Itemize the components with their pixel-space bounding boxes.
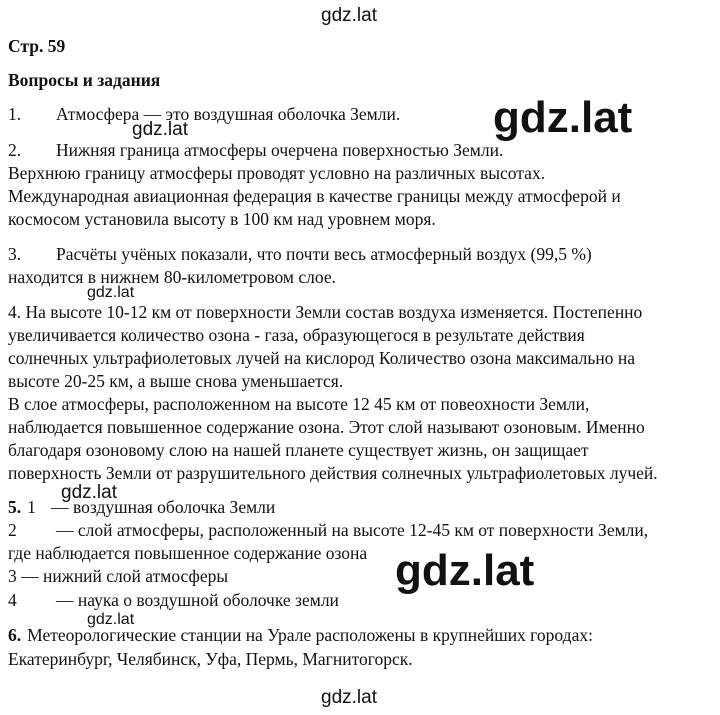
answer-text: Атмосфера — это воздушная оболочка Земли. bbox=[56, 104, 401, 124]
answer-5-item-1 bbox=[8, 496, 275, 518]
answer-1 bbox=[8, 103, 400, 125]
answer-line: Екатеринбург, Челябинск, Уфа, Пермь, Магнитогорск. bbox=[8, 649, 413, 669]
answer-line: где наблюдается повышенное содержание озона bbox=[8, 543, 368, 563]
page-header: Стр. 59 bbox=[8, 36, 66, 56]
watermark-small: gdz.lat bbox=[61, 482, 117, 503]
answer-number: 2. bbox=[8, 140, 22, 160]
watermark-small: gdz.lat bbox=[87, 284, 135, 301]
answer-text: Нижняя граница атмосферы очерчена поверхностью Земли. bbox=[56, 140, 504, 160]
answer-line: солнечных ультрафиолетовых лучей на кислород Количество озона максимально на bbox=[8, 348, 635, 368]
answer-line: высоте 20-25 км, а выше снова уменьшается. bbox=[8, 371, 344, 391]
answer-line: наблюдается повышенное содержание озона. Этот слой называют озоновым. Именно bbox=[8, 417, 645, 437]
answer-line: благодаря озоновому слою на нашей планете существует жизнь, он защищает bbox=[8, 440, 589, 460]
answer-4: 4. На высоте 10-12 км от поверхности Земли состав воздуха изменяется. Постепенно bbox=[8, 302, 643, 322]
answer-line: Международная авиационная федерация в качестве границы между атмосферой и bbox=[8, 186, 621, 206]
item-text: — слой атмосферы, расположенный на высоте 12-45 км от поверхности Земли, bbox=[56, 520, 649, 540]
answer-line: космосом установила высоту в 100 км над уровнем моря. bbox=[8, 209, 436, 229]
watermark-large: gdz.lat bbox=[395, 546, 535, 595]
answer-line: находится в нижнем 80-километровом слое. bbox=[8, 267, 336, 287]
answer-number: 5. bbox=[8, 497, 22, 517]
watermark-small: gdz.lat bbox=[132, 119, 188, 140]
answer-number: 6. bbox=[8, 625, 22, 645]
item-text: — воздушная оболочка Земли bbox=[51, 497, 276, 517]
section-title: Вопросы и задания bbox=[8, 70, 161, 90]
answer-5-item-2 bbox=[8, 519, 648, 541]
answer-line: увеличивается количество озона - газа, образующегося в результате действия bbox=[8, 325, 585, 345]
answer-text: Расчёты учёных показали, что почти весь атмосферный воздух (99,5 %) bbox=[56, 244, 592, 264]
answer-2 bbox=[8, 139, 503, 161]
watermark-small: gdz.lat bbox=[87, 611, 135, 628]
answer-line: Верхнюю границу атмосферы проводят условно на различных высотах. bbox=[8, 163, 546, 183]
watermark-top: gdz.lat bbox=[321, 5, 377, 26]
item-number: 2 bbox=[8, 520, 17, 540]
answer-number: 3. bbox=[8, 244, 22, 264]
answer-3 bbox=[8, 243, 592, 265]
answer-line: поверхность Земли от разрушительного действия солнечных ультрафиолетовых лучей. bbox=[8, 463, 658, 483]
answer-5-item-4 bbox=[8, 589, 339, 611]
item-text: — наука о воздушной оболочке земли bbox=[56, 590, 339, 610]
answer-text: Метеорологические станции на Урале расположены в крупнейших городах: bbox=[27, 625, 593, 645]
answer-5-item-3: 3 — нижний слой атмосферы bbox=[8, 566, 229, 586]
watermark-large: gdz.lat bbox=[493, 93, 633, 142]
watermark-bottom: gdz.lat bbox=[321, 687, 377, 708]
item-number: 1 bbox=[27, 497, 36, 517]
item-number: 4 bbox=[8, 590, 17, 610]
answer-line: В слое атмосферы, расположенном на высоте 12 45 км от повеохности Земли, bbox=[8, 394, 590, 414]
answer-number: 1. bbox=[8, 104, 22, 124]
